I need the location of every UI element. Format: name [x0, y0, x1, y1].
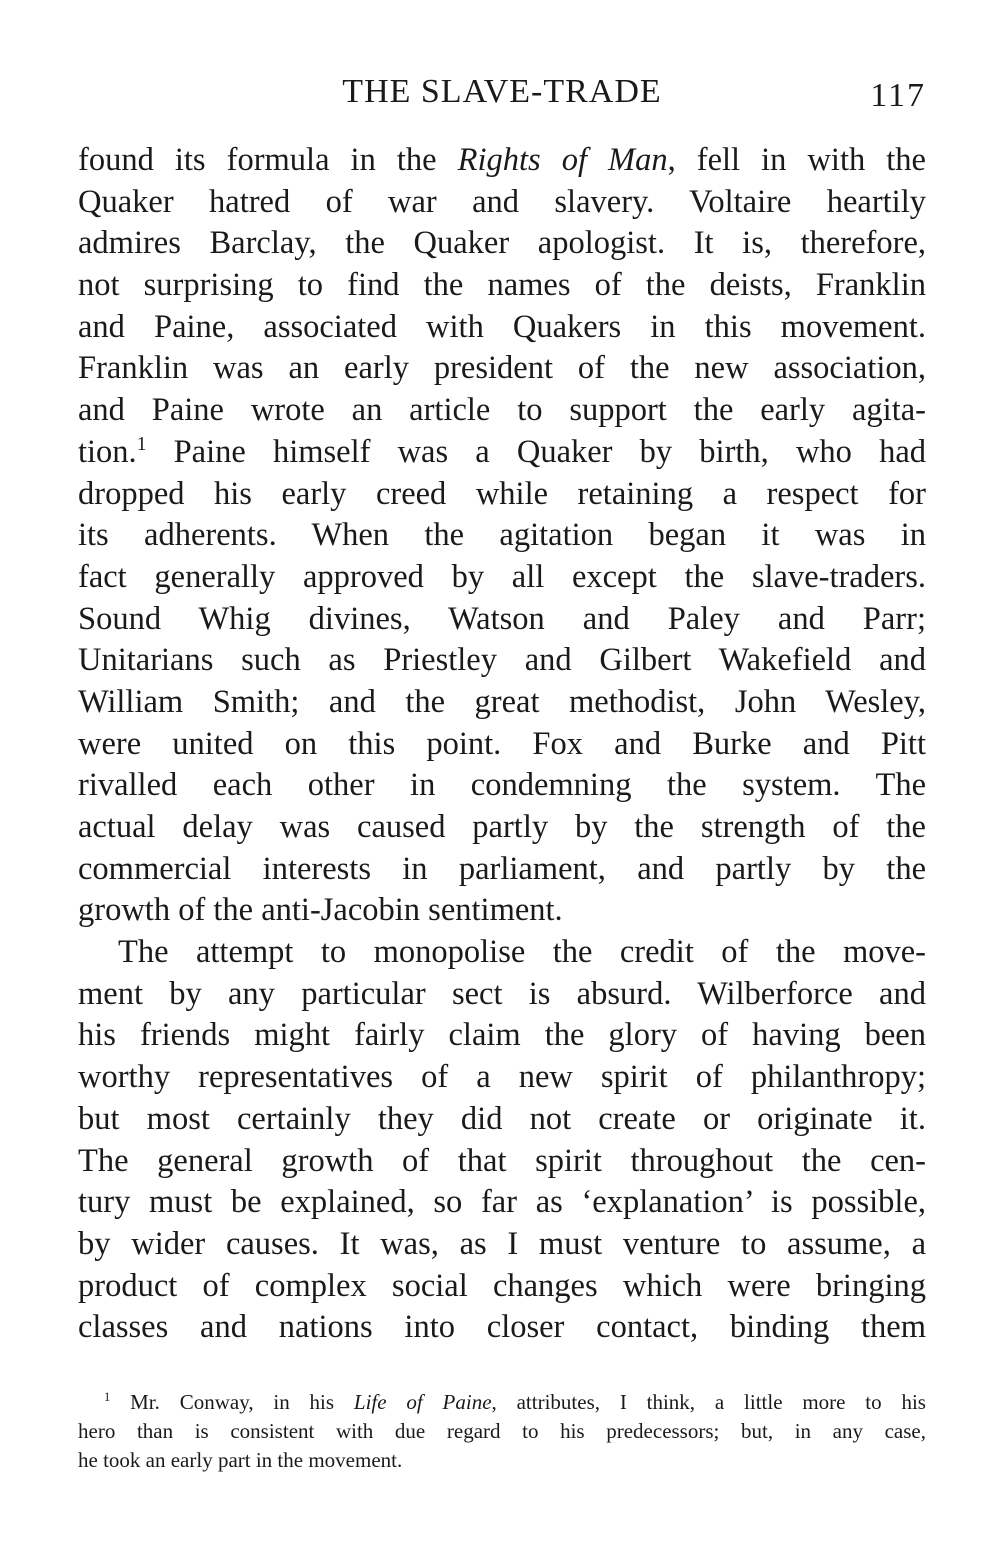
text-line: fact generally approved by all except the slave-traders. — [78, 558, 926, 595]
footnote-reference: 1 — [136, 433, 147, 455]
text-line: not surprising to find the names of the deists, Franklin — [78, 267, 926, 304]
footnote-marker: 1 — [104, 1390, 111, 1404]
page-number: 117 — [870, 77, 926, 114]
text-line: found its formula in the Rights of Man, fell in with the — [78, 142, 926, 178]
footnote-line: $^1$ Mr. Conway, in his Life of Paine, attributes, I think, a little more to his — [104, 1390, 926, 1414]
text-line: its adherents. When the agitation began it was in — [78, 517, 926, 554]
text-line: and Paine wrote an article to support the early agita- — [78, 392, 926, 429]
text-line: dropped his early creed while retaining a respect for — [78, 475, 926, 512]
text-line: William Smith; and the great methodist, John Wesley, — [78, 683, 926, 720]
text-line: Quaker hatred of war and slavery. Voltaire heartily — [78, 183, 926, 220]
text-line: commercial interests in parliament, and partly by the — [78, 850, 926, 887]
text-line: classes and nations into closer contact, binding them — [78, 1309, 926, 1346]
footnote — [78, 1388, 926, 1475]
text-line: The general growth of that spirit throughout the cen- — [78, 1142, 926, 1179]
text-line: ment by any particular sect is absurd. Wilberforce and — [78, 975, 926, 1012]
text-line: The attempt to monopolise the credit of the move- — [118, 934, 926, 971]
text-line: tion.$^1$ Paine himself was a Quaker by birth, who had — [78, 433, 926, 470]
text-line: actual delay was caused partly by the strength of the — [78, 809, 926, 845]
text-line: product of complex social changes which were bringing — [78, 1267, 926, 1304]
text-line: rivalled each other in condemning the system. The — [78, 767, 926, 804]
text-line: Franklin was an early president of the new association, — [78, 350, 926, 387]
text-line: admires Barclay, the Quaker apologist. It is, therefore, — [78, 225, 926, 262]
text-line: and Paine, associated with Quakers in this movement. — [78, 308, 926, 345]
text-line: but most certainly they did not create or originate it. — [78, 1100, 926, 1137]
footnote-line: he took an early part in the movement. — [78, 1448, 403, 1472]
text-line: tury must be explained, so far as ‘explanation’ is possible, — [78, 1184, 926, 1221]
text-line: growth of the anti-Jacobin sentiment. — [78, 892, 563, 929]
text-line: Unitarians such as Priestley and Gilbert Wakefield and — [78, 642, 926, 679]
running-head — [78, 70, 926, 114]
running-title: THE SLAVE-TRADE — [342, 73, 662, 110]
text-line: his friends might fairly claim the glory of having been — [78, 1017, 926, 1054]
text-line: Sound Whig divines, Watson and Paley and Parr; — [78, 600, 926, 637]
text-line: were united on this point. Fox and Burke and Pitt — [78, 725, 926, 762]
footnote-line: hero than is consistent with due regard to his predecessors; but, in any case, — [78, 1419, 926, 1443]
text-line: by wider causes. It was, as I must venture to assume, a — [78, 1225, 926, 1262]
body-text — [78, 140, 926, 1349]
text-line: worthy representatives of a new spirit of philanthropy; — [78, 1059, 926, 1096]
